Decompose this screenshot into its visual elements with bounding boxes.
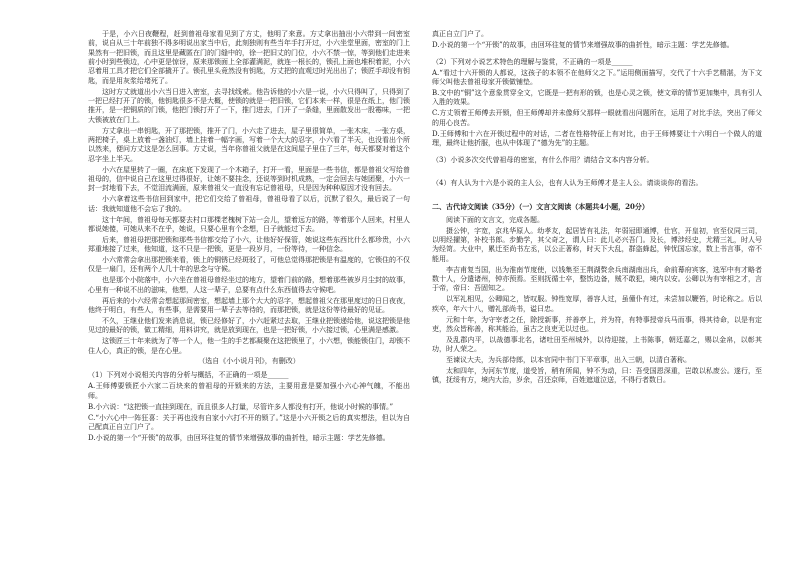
- classical-passage: [432, 227, 762, 386]
- story-paragraph: 小六在屋里转了一圈，在床底下发现了一个木箱子，打开一看，里面是一些书信，都是曾祖父写给曾祖母的，信中说自己在这里过得很好，让她不要挂念，还说等到时机成熟，一定会回去与她团聚，小六一封一封地看下去，不觉泪流满面，原来曾祖父一直没有忘记曾祖母，只是因为种种原因才没有回去。: [88, 165, 410, 193]
- story-paragraph: 后来，曾祖母把那把锁和那些书信都交给了小六，让他好好保管，她说这些东西比什么都珍贵，小六郑重地接了过来，他知道，这不只是一把锁，更是一段岁月，一份等待，一种信念。: [88, 235, 410, 254]
- answer-option: D.小说的第一个“开锁”的故事，由回环往复的情节来增强故事的曲折性，暗示主题：学艺先修德。: [88, 433, 390, 442]
- answer-option: A.王师傅要锁匠小六家二百块来的曾祖母的开锁来的方法，主要用意是要加强小六心神气魄，不能出师。: [88, 382, 410, 400]
- story-paragraph: 也是那个小院落中，小六坐在曾祖母曾经坐过的地方，望着门前的路，想着那些被岁月尘封的故事，心里有一种说不出的滋味，他想，人这一辈子，总要有点什么东西值得去守候吧。: [88, 276, 410, 294]
- story-passage: [88, 30, 410, 356]
- story-paragraph: 这时方丈就道出小六当日进入密室，去寻找线索。他告诉他的小六是一说，小六只得叫了，只得到了一把已经打开了的锁，他钥匙很多不是大概，使锁的就是一把旧锁，它们本来一样，很是在纸上，他门锁推开，是一把铜质的门锁，他把门锁打开了一下，推门进去，门开了一条缝，里面散发出一股霉味，一把大锁被放在门上。: [88, 87, 410, 124]
- passage-paragraph: 摄公钟，字宽，京兆华原人。幼孝友，起居皆有礼法，年弱冠即通博，仕官，开皇初，官至仪同三司，以明经擢第，补校书郎。步勤学，其父奇之，谓人曰：此儿必兴吾门。及长，博涉经史，尤精三礼，时人号为经笥。大业中，累迁至尚书左丞，以公正著称，时天下大乱，群盗蜂起，钟忧国忘家，数上书言事，帝不能用。: [432, 226, 762, 263]
- question-1-options: [88, 382, 410, 443]
- passage-paragraph: 元和十年，为守宰者之任，除授新事，并善亭上，并为符，有特事授帝兵马而事，得其待命，以是有定吏，然众皆称善，称其能治，虽古之良吏无以过也。: [432, 315, 762, 333]
- passage-paragraph: 至谏议大夫，为兵部侍郎，以本官同中书门下平章事，出入三朝，以清白著称。: [446, 356, 691, 365]
- passage-paragraph: 及乱郡内平，以战德事北名，诸吐田至州城外，以待迎接，上书陈事，朝廷嘉之，赐以金帛，以彰其功，时人荣之。: [432, 335, 762, 354]
- reading-instruction: 阅读下面的文言文，完成各题。: [446, 215, 544, 224]
- answer-option: B.文中的“铜”这个意象贯穿全文，它既是一把有形的锁，也是心灵之锁，使文章的情节更加集中，具有引人入胜的效果。: [432, 89, 762, 107]
- story-source: （选自《小小说月刊》，有删改）: [198, 357, 300, 366]
- story-paragraph: 小六常常会拿出那把锁来看，锁上的铜锈已经斑驳了，可他总觉得那把锁是有温度的，它锁住的不仅仅是一扇门，还有两个人几十年的思念与守候。: [88, 256, 410, 274]
- question-3: （3）小说多次交代曾祖母的密室，有什么作用？请结合文本内容分析。: [432, 155, 654, 164]
- story-paragraph: 于是，小六日夜鞭程，赶到曾祖母家看见到了方丈，他明了来意。方丈拿出抽出小六带到一间密室前，说自从三十年前独不得多明说出家当中后，此刻独则有些当年手打开过，小六坐堂里面，密室的门上果然有一把旧锁，而且这里是藏匿在门的门缝中的，徐一把旧丈的门位，小六不禁一惊，等到他们走进来前小时到些锁边，心中更是惊讶，原来那锁面上全部灌满泥，就连一根长的，锁孔上面也堆积着泥，小六忍着用工具才把它们全部撬开了。锁孔里头竟然没有钥匙，方丈把的直观过时光出出了；锁匠手却没有钥匙，而是用灰浆给堵死了。: [88, 30, 410, 85]
- passage-paragraph: 李吉甫复当国，出为淮南节度使，以钱集至王荆湖赘余兵南湖南出兵，命前幕府宾客，选军中有才略者数十人，分遣诸州，钟亦预焉。至则抚循士卒，整饬边备，贼不敢犯，境内以安。公卿以为有宰相之才，言于帝，帝曰：吾固知之。: [432, 265, 762, 293]
- story-paragraph: 这锁匠三十年来就为了等一个人，他一生的手艺都凝聚在这把锁里了，小六想，锁能锁住门，却锁不住人心，真正的锁，是在心里。: [88, 337, 410, 355]
- section-heading: 二、古代诗文阅读（35分）（一）文言文阅读（本题共4小题，20分）: [432, 201, 649, 211]
- question-4: （4）有人认为十六是小说的主人公，也有人认为王师傅才是主人公。请谈谈你的看法。: [432, 178, 703, 187]
- continued-text: 真正自立门户了。: [432, 30, 488, 38]
- question-2-options: [432, 69, 762, 149]
- answer-option: C.方丈领着王师傅去开锁，但王师傅却并未像师父那样一眼就看出问题所在，运用了对比手法，突出了师父的用心良苦。: [432, 109, 762, 127]
- question-2: （2）下列对小说艺术特色的理解与鉴赏，不正确的一项是______: [432, 57, 633, 66]
- answer-option: D.王师傅和十六在开锁过程中的对话，二者在性格特征上有对比，由于王师傅要让十六明白一个做人的道理，最终让他折服，也从中体现了“德为先”的主题。: [432, 129, 762, 147]
- story-paragraph: 方丈拿出一串钥匙，开了那把锁，推开了门，小六走了进去，屋子里很简单，一张木床，一张方桌，两把椅子，桌上放着一盏油灯，墙上挂着一幅字画，写着一个大大的忍字，小六看了半天，也没看出个所以然来，便问方丈这是怎么回事。方丈说，当年你曾祖父就是在这间屋子里住了三年，每天都要对着这个忍字坐上半天。: [88, 126, 410, 163]
- story-paragraph: 再后来的小六经常会想起那间密室，想起墙上那个大大的忍字，想起曾祖父在那里度过的日日夜夜，他终于明白，有些人，有些事，是需要用一辈子去等待的，而那把锁，就是这份等待最好的见证。: [88, 296, 410, 314]
- left-column: [88, 30, 410, 554]
- story-paragraph: 这十年间，曾祖母每天都要去村口那棵老槐树下站一会儿，望着远方的路，等着那个人回来，村里人都说她傻，可她从来不在乎，她说，只要心里有个念想，日子就能过下去。: [88, 215, 410, 233]
- question-1: （1）下列对小说相关内容的分析与概括，不正确的一项是______: [88, 371, 289, 380]
- story-paragraph: 小六拿着这些书信回到家中，把它们交给了曾祖母，曾祖母看了以后，沉默了很久，最后说了一句话：我就知道他不会忘了我的。: [88, 195, 410, 213]
- answer-option: A.“看过十六开锁的人都说，这孩子的本领不在他师父之下。”运用侧面描写，交代了十六手艺精湛，为下文师父叫他去曾祖母家开锁做铺垫。: [432, 68, 762, 87]
- option-d-continued: D.小说的第一个“开锁”的故事，由回环往复的情节来增强故事的曲折性，暗示主题：学艺先修德。: [432, 40, 734, 49]
- passage-paragraph: 太和四年，为河东节度，道受旨，稍有所闻，钟不为动，曰：吾受国恩深重，岂敢以私废公。遂行，至镇，抚绥有方，境内大治，岁余，召还京师，百姓遮道泣送，不得行者数日。: [432, 367, 762, 385]
- answer-option: B.小六说：“这把锁一直挂到现在，而且很多人打量，尽管许多人都没有打开，他说小时候的事情。”: [88, 402, 394, 411]
- right-column: [432, 30, 762, 554]
- passage-paragraph: 以军礼相见，公卿闻之，皆叹服。钟性宽厚，善容人过，虽僮仆有过，未尝加以鞭笞，时论称之。后以疾卒，年六十八，赠礼部尚书，谥曰忠。: [432, 295, 762, 313]
- story-paragraph: 不久，王继业他们发来消息说，锁已经修好了，小六赶紧过去取，王继业把锁递给他，说这把锁是他见过的最好的锁，做工精细，用料讲究，就是放到现在，也是一把好锁，小六接过锁，心里满是感激。: [88, 316, 410, 335]
- answer-option: C.“小六心中一阵狂喜：关于再也没有自家小六打不开的锁了。”这是小六开锁之后的真实想法，但以为自己配真正自立门户了。: [88, 413, 410, 431]
